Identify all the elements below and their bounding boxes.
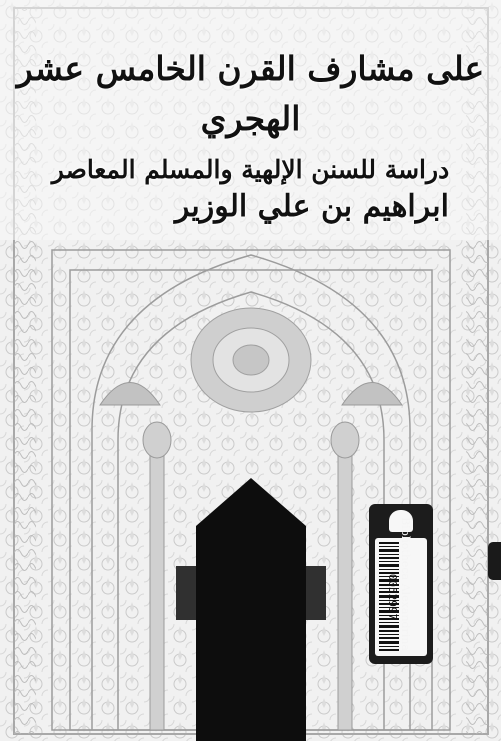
barcode-number: 0052997 [386,573,399,621]
page-edge-mark [488,542,501,580]
library-name: Bibliotheca Alexandrina [399,517,412,651]
black-arch-niche [196,478,306,741]
book-subtitle: دراسة للسنن الإلهية والمسلم المعاصر [51,155,450,184]
title-block [0,44,501,190]
author-name: ابراهيم بن علي الوزير [174,189,449,224]
lamp-ornament [191,308,311,412]
library-sticker [369,504,433,664]
book-title: على مشارف القرن الخامس عشر الهجري [16,49,485,138]
